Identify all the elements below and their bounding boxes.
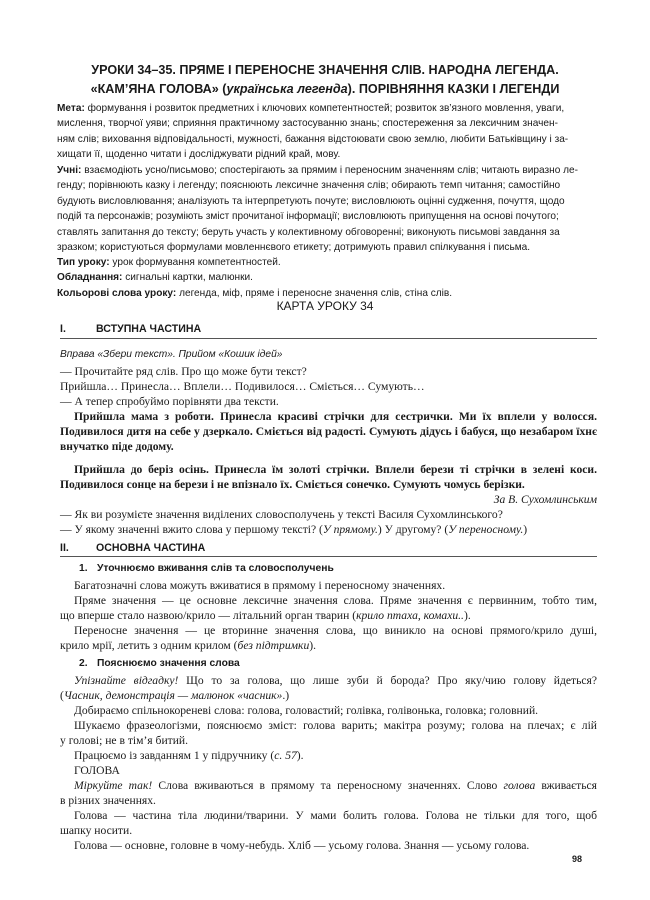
text1-line: внучатко піде додому. <box>60 440 174 453</box>
text2-line: Подивилося сонце на берези і не впізнало їх. Сміється сонечко. Сумують чомусь берізки. <box>60 478 525 491</box>
body-line: Пряме значення — це основне лексичне значення слова. Пряме значення є первинним, тобто тим, <box>74 594 597 607</box>
body-line: Працюємо із завданням 1 у підручнику (с. 57). <box>74 749 304 762</box>
text1-line: Подивилося дитя на себе у дзеркало. Сміється від радості. Сумують дідусь і бабуся, що незабаром їхнє <box>60 425 597 438</box>
section-heading-main: ІІ. ОСНОВНА ЧАСТИНА <box>60 542 206 554</box>
lesson-type: Тип уроку: урок формування компетентностей. <box>57 257 281 268</box>
question-line: — А тепер спробуймо порівняти два тексти. <box>60 395 279 408</box>
body-line: у голові; не в тім’я битий. <box>60 734 189 747</box>
lesson-goal: Мета: формування і розвиток предметних і ключових компетентностей; розвиток зв’язного мовлення, уваги, мислення, творчої уяви; сприяння практичному застосуванню знань; спостереження за лексичним значен- ням слів; виховання відповідальності, мужності, бажання відстоювати свою землю, любити Батьківщину і за- хищати її, щоденно читати і досліджувати рідний край, мову. <box>57 103 569 161</box>
question-line: — Як ви розумієте значення виділених словосполучень у тексті Василя Сухомлинського? <box>60 508 503 521</box>
subsection-heading-1: 1. Уточнюємо вживання слів та словосполучень <box>79 563 334 574</box>
lesson-title-line-2: «КАМ’ЯНА ГОЛОВА» (українська легенда). ПОРІВНЯННЯ КАЗКИ І ЛЕГЕНДИ <box>90 82 560 96</box>
question-line: — Прочитайте ряд слів. Про що може бути текст? <box>60 365 307 378</box>
body-line: шапку носити. <box>60 824 133 837</box>
exercise-heading: Вправа «Збери текст». Прийом «Кошик ідей» <box>60 349 283 360</box>
body-line: Шукаємо фразеологізми, пояснюємо зміст: голова варить; макітра розуму; голова на плечах; є лій <box>74 719 597 732</box>
section-divider <box>60 338 597 339</box>
body-line: що вперше стало назвою/крило — літальний орган тварин (крило птаха, комахи..). <box>60 609 471 622</box>
author-attribution: За В. Сухомлинським <box>493 493 597 506</box>
section-divider <box>60 556 597 557</box>
subsection-heading-2: 2. Пояснюємо значення слова <box>79 658 240 669</box>
body-line: Багатозначні слова можуть вживатися в прямому і переносному значеннях. <box>74 579 446 592</box>
section-heading-intro: І. ВСТУПНА ЧАСТИНА <box>60 323 202 335</box>
question-line: — У якому значенні вжито слова у першому тексті? (У прямому.) У другому? (У переносному.) <box>60 523 528 536</box>
goal-label: Мета: <box>57 103 85 114</box>
text1-line: Прийшла мама з роботи. Принесла красиві стрічки для сестрички. Ми їх вплели у волосся. <box>74 410 597 423</box>
body-line: крило мрії, летить з одним крилом (без підтримки). <box>60 639 317 652</box>
body-line: Упізнайте відгадку! Що то за голова, що лише зуби й борода? Про яку/чию голову йдеться? <box>74 674 598 687</box>
page-number: 98 <box>572 854 583 864</box>
students-label: Учні: <box>57 165 82 176</box>
body-line: Добираємо спільнокореневі слова: голова, головастий; голівка, голівонька, головка; головний. <box>74 704 539 717</box>
body-line: ГОЛОВА <box>74 764 120 777</box>
text2-line: Прийшла до беріз осінь. Принесла їм золоті стрічки. Вплели берези ті стрічки в зелені коси. <box>74 463 597 476</box>
body-line: Переносне значення — це вторинне значення слова, що виникло на основі прямого/крило душі, <box>74 624 597 637</box>
body-line: Голова — основне, головне в чому-небудь. Хліб — усьому голова. Знання — усьому голова. <box>74 839 530 852</box>
lesson-color-words: Кольорові слова уроку: легенда, міф, пряме і переносне значення слів, стіна слів. <box>57 288 453 299</box>
lesson-students: Учні: взаємодіють усно/письмово; спостерігають за прямим і переносним значенням слів; читають виразно ле- генду; порівнюють казку і легенду; пояснюють лексичне значення слів; обирають темп читання; самостійно будують висловлювання; аналізують та інтерпретують почуте; висловлюють оцінні судження, почуття, щодо подій та персонажів; розуміють зміст прочитаної інформації; висловлюють припущення на основі почутого; ставлять запитання до тексту; беруть участь у колективному обговоренні; виконують письмові завдання за зразком; користуються формулами мовленнєвого етикету; дотримують правил спілкування і письма. <box>57 165 578 254</box>
body-line: Міркуйте так! Слова вживаються в прямому та переносному значеннях. Слово голова вживається <box>74 779 597 792</box>
card-title: КАРТА УРОКУ 34 <box>276 299 374 313</box>
word-list-line: Прийшла… Принесла… Вплели… Подивилося… Сміється… Сумують… <box>60 380 425 393</box>
body-line: в різних значеннях. <box>60 794 156 807</box>
lesson-title-line-1: УРОКИ 34–35. ПРЯМЕ І ПЕРЕНОСНЕ ЗНАЧЕННЯ СЛІВ. НАРОДНА ЛЕГЕНДА. <box>91 63 559 77</box>
body-line: Голова — частина тіла людини/тварини. У мами болить голова. Голова не тільки для того, щоб <box>74 809 597 822</box>
lesson-equipment: Обладнання: сигнальні картки, малюнки. <box>57 272 253 283</box>
body-line: (Часник, демонстрація — малюнок «часник».) <box>60 689 290 702</box>
